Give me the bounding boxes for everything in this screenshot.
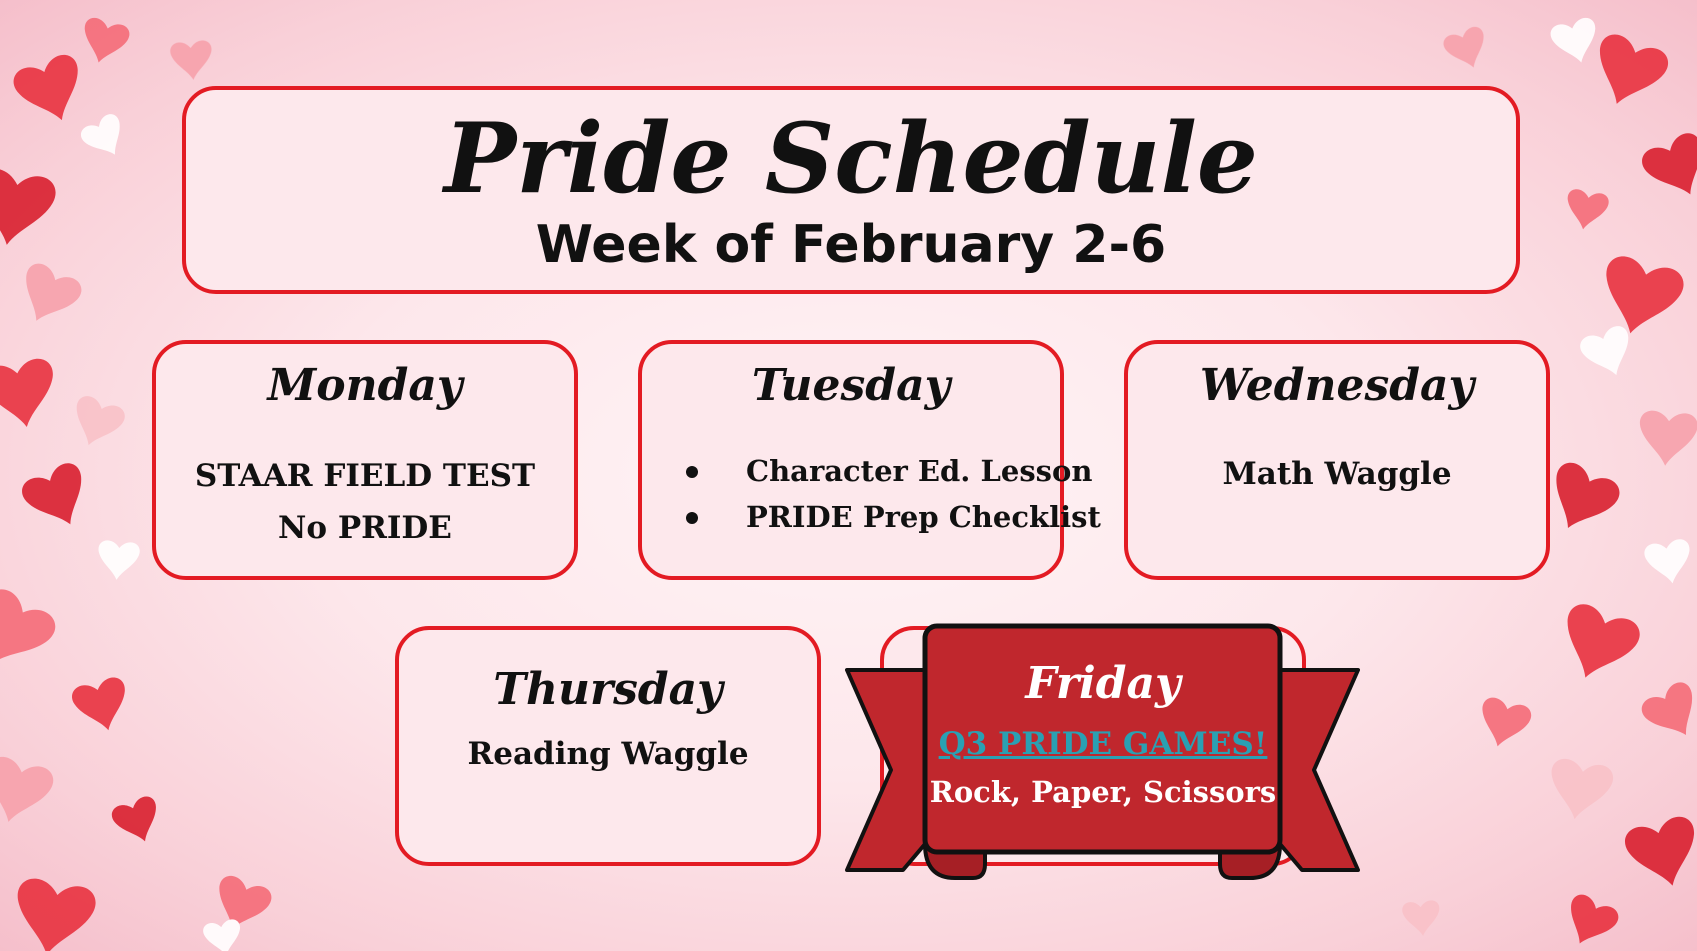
wednesday-line-1: Math Waggle	[1222, 456, 1452, 492]
tuesday-heading: Tuesday	[751, 360, 951, 411]
tuesday-item-1: Character Ed. Lesson	[746, 454, 1093, 488]
thursday-line-1: Reading Waggle	[467, 736, 749, 772]
monday-card	[152, 340, 578, 580]
tuesday-item-2: PRIDE Prep Checklist	[746, 500, 1101, 534]
friday-detail: Rock, Paper, Scissors	[929, 775, 1277, 809]
monday-line-2: No PRIDE	[278, 510, 452, 546]
page-title: Pride Schedule	[444, 102, 1258, 215]
wednesday-heading: Wednesday	[1199, 360, 1475, 411]
title-card	[182, 86, 1520, 294]
friday-heading: Friday	[1025, 658, 1181, 709]
bullet-icon	[686, 512, 698, 524]
list-item	[686, 448, 1101, 494]
pride-games-link[interactable]: Q3 PRIDE GAMES!	[938, 726, 1268, 762]
thursday-heading: Thursday	[493, 664, 723, 715]
week-subtitle: Week of February 2-6	[535, 215, 1167, 275]
wednesday-card	[1124, 340, 1550, 580]
monday-heading: Monday	[267, 360, 463, 411]
thursday-card	[395, 626, 821, 866]
tuesday-card	[638, 340, 1101, 580]
tuesday-list	[686, 448, 1101, 540]
list-item	[686, 494, 1101, 540]
monday-line-1: STAAR FIELD TEST	[194, 458, 536, 494]
bullet-icon	[686, 466, 698, 478]
